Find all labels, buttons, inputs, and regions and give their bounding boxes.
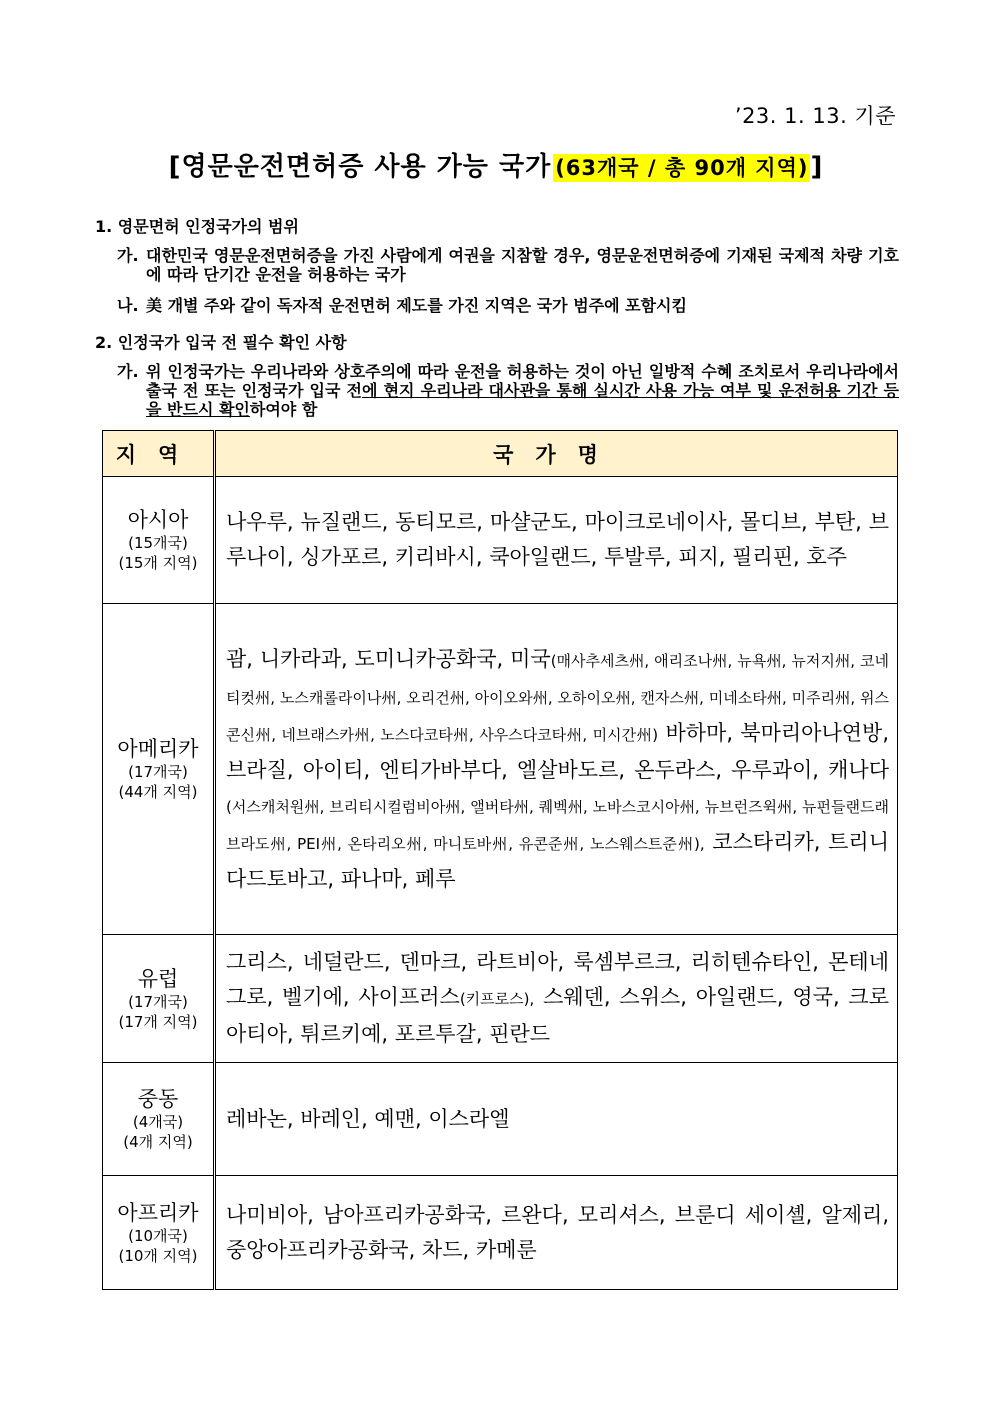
region-name: 유럽 xyxy=(137,966,179,991)
reference-date: ’23. 1. 13. 기준 xyxy=(734,104,896,128)
region-count: (4개국) xyxy=(132,1113,184,1131)
countries-cell xyxy=(215,935,898,1063)
countries-cell: 레바논, 바레인, 예맨, 이스라엘 xyxy=(215,1063,898,1176)
region-count: (15개국) xyxy=(128,534,188,552)
country-list-part: 바하마, 북마리아나연방, 브라질, 아이티, 엔티가바부다, 엘살바도르, 온두라스, 우루과이, 캐나다 xyxy=(226,720,889,782)
region-cell xyxy=(103,604,215,935)
item-text-part: 위 인정국가는 우리나라와 상호주의에 따라 운전을 허용하는 것이 아닌 일방적 수혜 조치로서 우리나라에서 출국 전 또는 인정국가 입국 전 xyxy=(146,362,899,400)
item-marker: 나. xyxy=(117,296,139,315)
countries-cell xyxy=(215,604,898,935)
canada-provinces-list: (서스캐처원州, 브리티시컬럼비아州, 앨버타州, 퀘벡州, 노바스코시아州, 뉴브런즈윅州, 뉴펀들랜드래브라도州, PEI州, 온타리오州, 마니토바州, 유콘준州, 노스웨스트준州), xyxy=(226,797,889,853)
country-table xyxy=(102,430,898,1290)
table-row xyxy=(103,477,898,604)
underlined-requirement: 현지 우리나라 대사관을 통해 실시간 사용 가능 여부 및 운전허용 기간 등을 반드시 확인 xyxy=(146,381,900,419)
region-cell xyxy=(103,477,215,604)
item-text-part: 하여야 함 xyxy=(249,400,318,419)
region-cell xyxy=(103,935,215,1063)
header-country: 국가명 xyxy=(215,431,898,477)
table-row xyxy=(103,1063,898,1176)
table-header-row xyxy=(103,431,898,477)
section1-item-ga xyxy=(117,246,899,284)
countries-cell: 나우루, 뉴질랜드, 동티모르, 마샬군도, 마이크로네이사, 몰디브, 부탄, 브루나이, 싱가포르, 키리바시, 쿡아일랜드, 투발루, 피지, 필리핀, 호주 xyxy=(215,477,898,604)
region-areas: (15개 지역) xyxy=(118,554,198,572)
region-areas: (44개 지역) xyxy=(118,783,198,801)
region-areas: (4개 지역) xyxy=(123,1133,193,1151)
country-note: (키프로스), xyxy=(459,990,535,1008)
region-areas: (10개 지역) xyxy=(118,1246,198,1265)
region-name: 중동 xyxy=(137,1087,179,1111)
region-name: 아시아 xyxy=(127,508,189,532)
region-cell xyxy=(103,1063,215,1176)
country-list-part: 코스타리카, 트리니다드토바고, 파나마, 페루 xyxy=(226,829,889,891)
region-count: (17개국) xyxy=(128,763,188,781)
region-count: (17개국) xyxy=(128,992,188,1011)
region-name: 아프리카 xyxy=(117,1200,199,1225)
country-list-part: 스웨덴, 스위스, 아일랜드, 영국, 크로아티아, 튀르키예, 포르투갈, 핀란드 xyxy=(226,985,889,1046)
region-name: 아메리카 xyxy=(117,737,199,761)
item-marker: 가. xyxy=(117,362,139,381)
title-highlight: (63개국 / 총 90개 지역) xyxy=(555,156,809,180)
section1-heading: 1. 영문면허 인정국가의 범위 xyxy=(95,217,299,236)
item-text: 대한민국 영문운전면허증을 가진 사람에게 여권을 지참할 경우, 영문운전면허증에 기재된 국제적 차량 기호에 따라 단기간 운전을 허용하는 국가 xyxy=(146,246,899,284)
region-areas: (17개 지역) xyxy=(118,1012,198,1031)
us-states-list: (매사추세츠州, 애리조나州, 뉴욕州, 뉴저지州, 코네티컷州, 노스캐롤라이나州, 오리건州, 아이오와州, 오하이오州, 캔자스州, 미네소타州, 미주리州, 위스콘신州, 네브래스카州, 노스다코타州, 사우스다코타州, 미시간州) xyxy=(226,651,890,744)
countries-cell: 나미비아, 남아프리카공화국, 르완다, 모리셔스, 브룬디 세이셸, 알제리, 중앙아프리카공화국, 차드, 카메룬 xyxy=(215,1176,898,1290)
country-list-part: 괌, 니카라과, 도미니카공화국, 미국 xyxy=(226,646,551,671)
title-close: ] xyxy=(810,152,824,182)
section2-heading: 2. 인정국가 입국 전 필수 확인 사항 xyxy=(95,333,347,352)
item-marker: 가. xyxy=(117,246,139,265)
region-cell xyxy=(103,1176,215,1290)
table-row xyxy=(103,935,898,1063)
document-title xyxy=(0,146,992,183)
section2-item-ga xyxy=(117,362,899,419)
item-text xyxy=(117,362,899,419)
header-region: 지역 xyxy=(103,431,215,477)
item-text: 美 개별 주와 같이 독자적 운전면허 제도를 가진 지역은 국가 범주에 포함시킴 xyxy=(146,296,687,315)
title-main: [영문운전면허증 사용 가능 국가 xyxy=(168,152,552,182)
table-row xyxy=(103,1176,898,1290)
section1-item-na xyxy=(117,296,899,315)
region-count: (10개국) xyxy=(128,1226,188,1245)
item-text-part: 에 xyxy=(362,381,384,400)
country-list-part: 그리스, 네덜란드, 덴마크, 라트비아, 룩셈부르크, 리히텐슈타인, 몬테네그로, 벨기에, 사이프러스 xyxy=(226,950,889,1009)
table-row xyxy=(103,604,898,935)
